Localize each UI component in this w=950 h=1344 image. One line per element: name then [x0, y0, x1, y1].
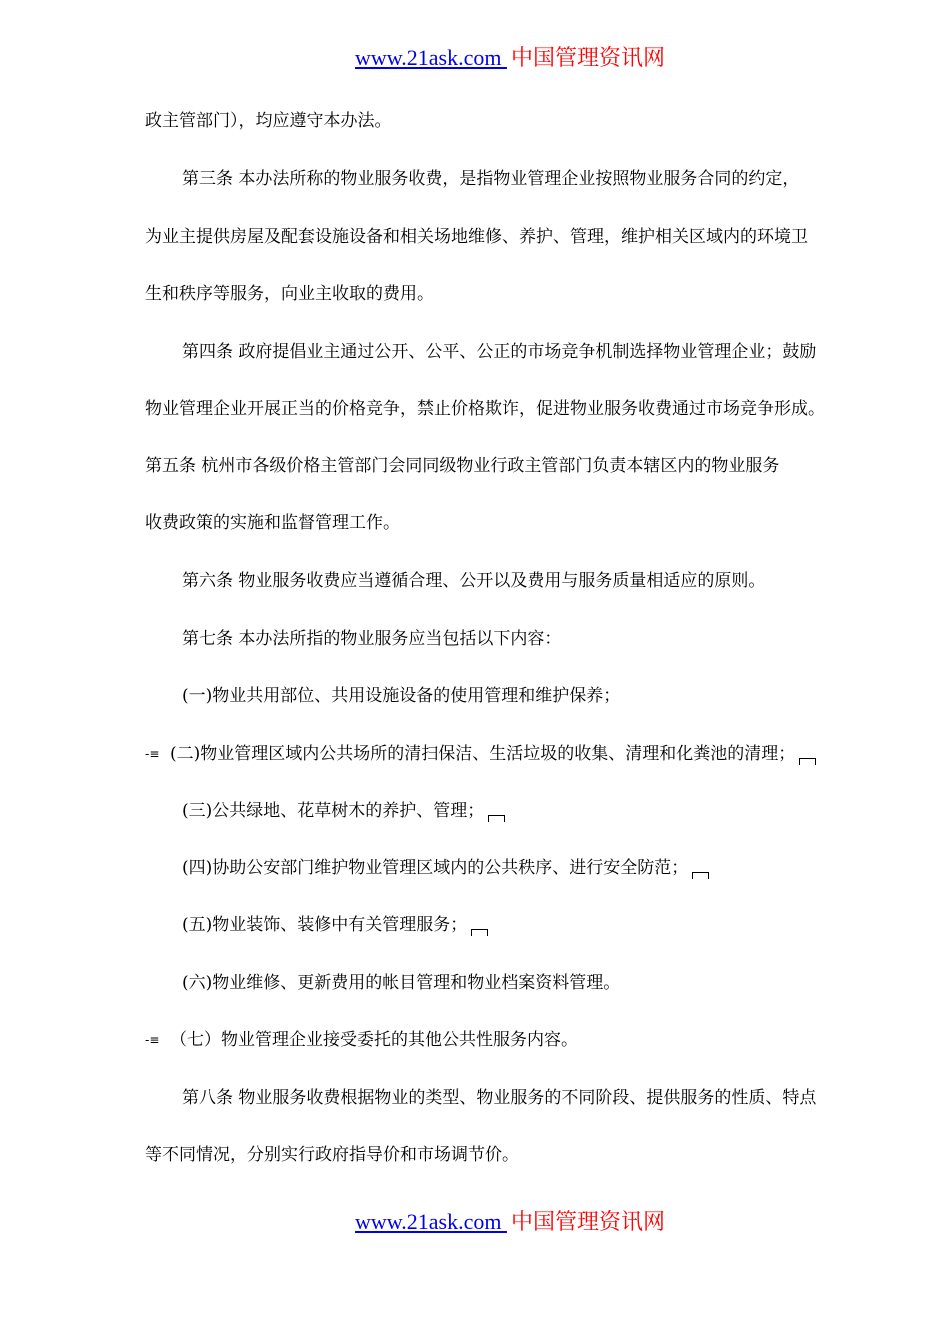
- text-line: 第八条 物业服务收费根据物业的类型、物业服务的不同阶段、提供服务的性质、特点: [182, 1088, 817, 1108]
- header-url-link[interactable]: www.21ask.com: [355, 45, 507, 70]
- text-line: [170, 742, 816, 766]
- header-site-name: 中国管理资讯网: [510, 46, 665, 71]
- text-line: 等不同情况，分别实行政府指导价和市场调节价。: [145, 1145, 519, 1165]
- footer-url-link[interactable]: www.21ask.com: [355, 1209, 507, 1234]
- text-line: 第六条 物业服务收费应当遵循合理、公开以及费用与服务质量相适应的原则。: [182, 571, 766, 591]
- text-line: 政主管部门），均应遵守本办法。: [145, 111, 392, 131]
- page-footer: [35, 1208, 950, 1237]
- bracket-mark-icon: [692, 872, 709, 879]
- text-line: [182, 913, 488, 937]
- text-line: 物业管理企业开展正当的价格竞争，禁止价格欺诈，促进物业服务收费通过市场竞争形成。: [145, 399, 825, 419]
- text-line: [182, 799, 505, 823]
- text-line: 第三条 本办法所称的物业服务收费，是指物业管理企业按照物业服务合同的约定，: [182, 169, 800, 189]
- text-line-content: (四)协助公安部门维护物业管理区域内的公共秩序、进行安全防范；: [182, 858, 689, 878]
- text-line: 第四条 政府提倡业主通过公开、公平、公正的市场竞争机制选择物业管理企业；鼓励: [182, 342, 817, 362]
- text-line-content: (二)物业管理区域内公共场所的清扫保洁、生活垃圾的收集、清理和化粪池的清理；: [170, 744, 796, 764]
- text-line: 为业主提供房屋及配套设施设备和相关场地维修、养护、管理，维护相关区域内的环境卫: [145, 227, 808, 247]
- text-line: 第五条 杭州市各级价格主管部门会同同级物业行政主管部门负责本辖区内的物业服务: [145, 456, 780, 476]
- page-header: [35, 44, 950, 73]
- bracket-mark-icon: [488, 815, 505, 822]
- text-line: (六)物业维修、更新费用的帐目管理和物业档案资料管理。: [182, 973, 621, 993]
- text-line: 收费政策的实施和监督管理工作。: [145, 513, 400, 533]
- text-line: 生和秩序等服务，向业主收取的费用。: [145, 284, 434, 304]
- footer-site-name: 中国管理资讯网: [510, 1210, 665, 1235]
- text-line-content: (三)公共绿地、花草树木的养护、管理；: [182, 801, 485, 821]
- text-line: (一)物业共用部位、共用设施设备的使用管理和维护保养；: [182, 686, 621, 706]
- bracket-mark-icon: [471, 929, 488, 936]
- text-line: （七）物业管理企业接受委托的其他公共性服务内容。: [170, 1030, 578, 1050]
- bracket-mark-icon: [799, 758, 816, 765]
- text-line: 第七条 本办法所指的物业服务应当包括以下内容：: [182, 629, 562, 649]
- margin-mark: -≡: [145, 1033, 160, 1047]
- text-line-content: (五)物业装饰、装修中有关管理服务；: [182, 915, 468, 935]
- margin-mark: -≡: [145, 747, 160, 761]
- text-line: [182, 856, 709, 880]
